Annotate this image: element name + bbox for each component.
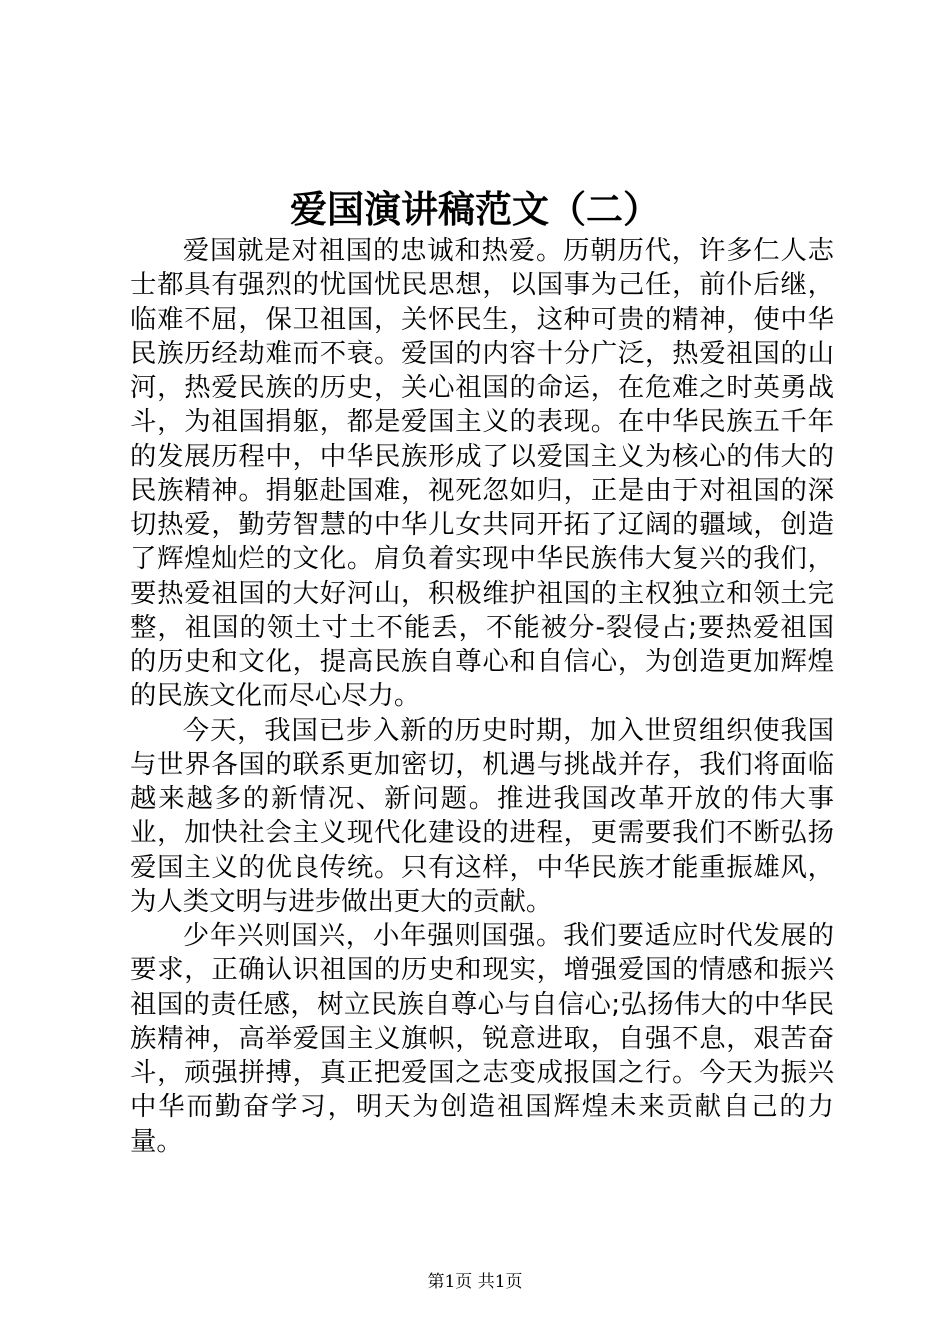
paragraph-1: 爱国就是对祖国的忠诚和热爱。历朝历代，许多仁人志士都具有强烈的忧国忧民思想，以国事为己任，前仆后继，临难不屈，保卫祖国，关怀民生，这种可贵的精神，使中华民族历经劫难而不衰。爱国的内容十分广泛，热爱祖国的山河，热爱民族的历史，关心祖国的命运，在危难之时英勇战斗，为祖国捐躯，都是爱国主义的表现。在中华民族五千年的发展历程中，中华民族形成了以爱国主义为核心的伟大的民族精神。捐躯赴国难，视死忽如归，正是由于对祖国的深切热爱，勤劳智慧的中华儿女共同开拓了辽阔的疆域，创造了辉煌灿烂的文化。肩负着实现中华民族伟大复兴的我们，要热爱祖国的大好河山，积极维护祖国的主权独立和领土完整，祖国的领土寸土不能丢，不能被分-裂侵占;要热爱祖国的历史和文化，提高民族自尊心和自信心，为创造更加辉煌的民族文化而尽心尽力。	[130, 235, 834, 712]
page-number-footer: 第1页 共1页	[427, 1272, 523, 1292]
document-title: 爱国演讲稿范文（二）	[290, 187, 660, 231]
paragraph-2: 今天，我国已步入新的历史时期，加入世贸组织使我国与世界各国的联系更加密切，机遇与挑战并存，我们将面临越来越多的新情况、新问题。推进我国改革开放的伟大事业，加快社会主义现代化建设的进程，更需要我们不断弘扬爱国主义的优良传统。只有这样，中华民族才能重振雄风，为人类文明与进步做出更大的贡献。	[130, 714, 834, 917]
paragraph-3: 少年兴则国兴，小年强则国强。我们要适应时代发展的要求，正确认识祖国的历史和现实，增强爱国的情感和振兴祖国的责任感，树立民族自尊心与自信心;弘扬伟大的中华民族精神，高举爱国主义旗帜，锐意进取，自强不息，艰苦奋斗，顽强拼搏，真正把爱国之志变成报国之行。今天为振兴中华而勤奋学习，明天为创造祖国辉煌未来贡献自己的力量。	[130, 920, 834, 1157]
document-body	[130, 234, 834, 1159]
